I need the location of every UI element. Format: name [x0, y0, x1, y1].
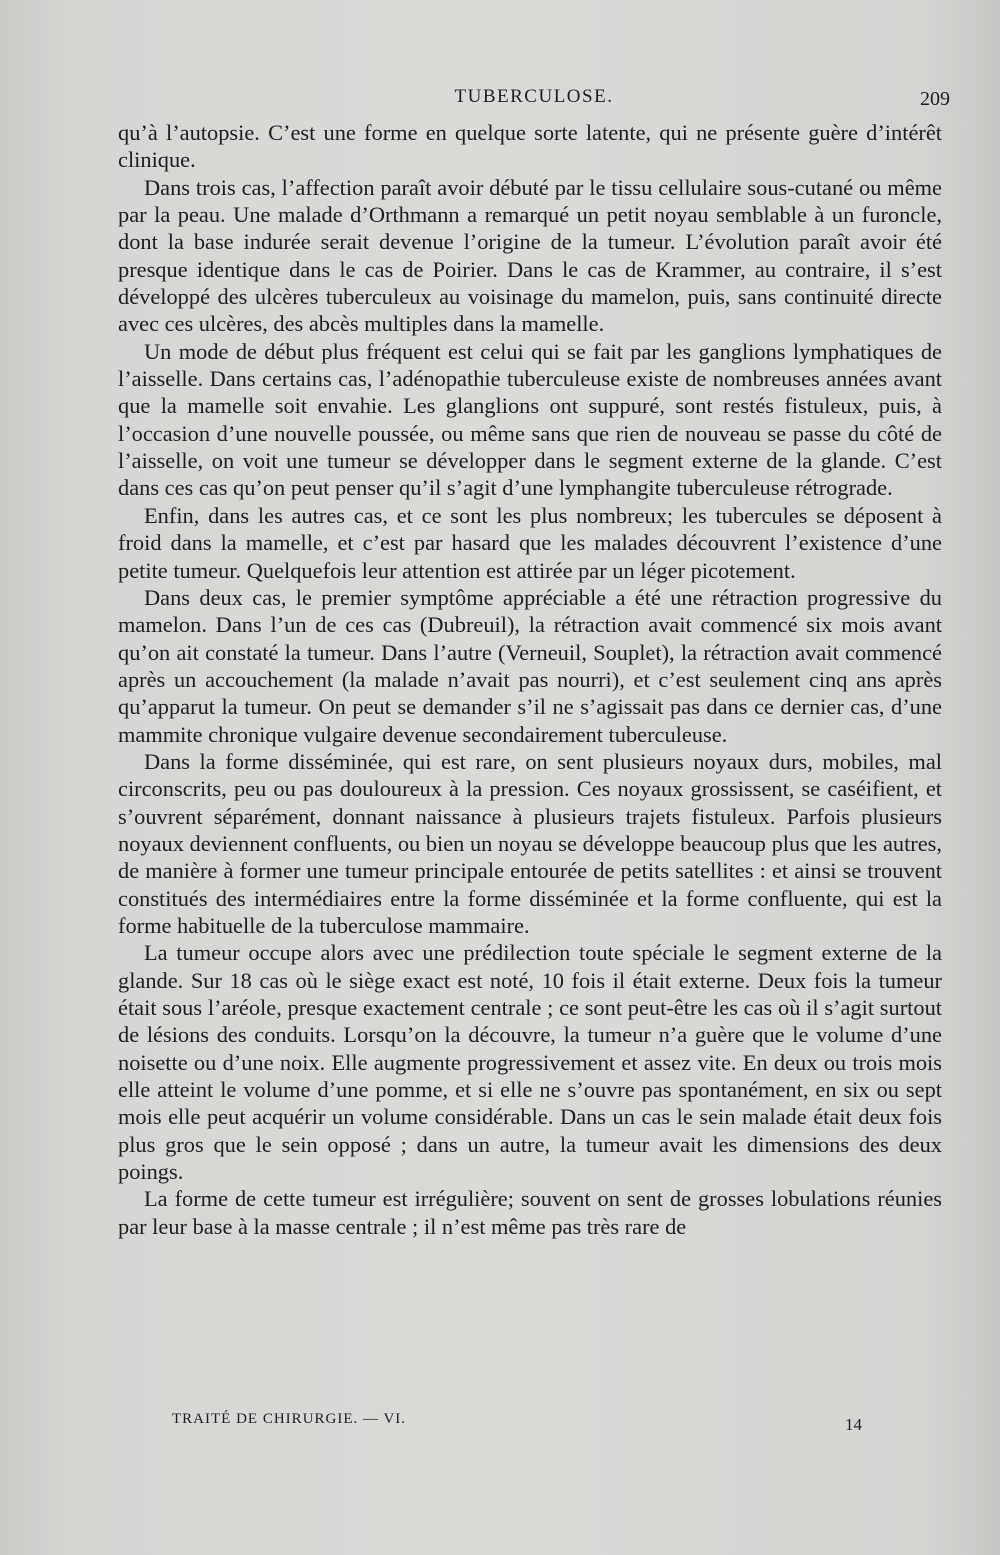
- paragraph: La forme de cette tumeur est irrégulière; souvent on sent de grosses lobulations réunies par leur base à la masse centrale ; il n’est même pas très rare de: [118, 1186, 942, 1239]
- paragraph-continued: qu’à l’autopsie. C’est une forme en quelque sorte latente, qui ne présente guère d’intérêt clinique.: [118, 120, 942, 173]
- paragraph: Dans trois cas, l’affection paraît avoir débuté par le tissu cellulaire sous-cutané ou même par la peau. Une malade d’Orthmann a remarqué un petit noyau semblable à un furoncle, dont la base indurée serait devenue l’origine de la tumeur. L’évolution paraît avoir été presque identique dans le cas de Poirier. Dans le cas de Krammer, au contraire, il s’est développé des ulcères tuberculeux au voisinage du mamelon, puis, sans continuité directe avec ces ulcères, des abcès multiples dans la mamelle.: [118, 174, 942, 337]
- running-title: TUBERCULOSE.: [454, 86, 614, 107]
- paragraph: Un mode de début plus fréquent est celui qui se fait par les ganglions lymphatiques de l’aisselle. Dans certains cas, l’adénopathie tuberculeuse existe de nombreuses années avant que la mamelle soit envahie. Les glanglions ont suppuré, sont restés fistuleux, puis, à l’occasion d’une nouvelle poussée, ou même sans que rien de nouveau se passe du côté de l’aisselle, on voit une tumeur se développer dans le segment externe de la glande. C’est dans ces cas qu’on peut penser qu’il s’agit d’une lymphangite tuberculeuse rétrograde.: [118, 338, 942, 501]
- running-head: [118, 86, 950, 116]
- paragraph: Dans la forme disséminée, qui est rare, on sent plusieurs noyaux durs, mobiles, mal circonscrits, peu ou pas douloureux à la pression. Ces noyaux grossissent, se caséifient, et s’ouvrent séparément, donnant naissance à plusieurs trajets fistuleux. Parfois plusieurs noyaux deviennent confluents, ou bien un noyau se développe beaucoup plus que les autres, de manière à former une tumeur principale entourée de petits satellites : et ainsi se trouvent constitués des intermédiaires entre la forme disséminée et la forme confluente, qui est la forme habituelle de la tuberculose mammaire.: [118, 748, 942, 938]
- signature: TRAITÉ DE CHIRURGIE. — VI.: [172, 1411, 407, 1427]
- paragraph: La tumeur occupe alors avec une prédilection toute spéciale le segment externe de la glande. Sur 18 cas où le siège exact est noté, 10 fois il était externe. Deux fois la tumeur était sous l’aréole, presque exactement centrale ; ce sont peut-être les cas où il s’agit surtout de lésions des conduits. Lorsqu’on la découvre, la tumeur n’a guère que le volume d’une noisette ou d’une noix. Elle augmente progressivement et assez vite. En deux ou trois mois elle atteint le volume d’une pomme, et si elle ne s’ouvre pas spontanément, en six ou sept mois elle peut acquérir un volume considérable. Dans un cas le sein malade était deux fois plus gros que le sein opposé ; dans un autre, la tumeur avait les dimensions des deux poings.: [118, 940, 942, 1185]
- paragraph: Dans deux cas, le premier symptôme appréciable a été une rétraction progressive du mamelon. Dans l’un de ces cas (Dubreuil), la rétraction avait commencé six mois avant qu’on ait constaté la tumeur. Dans l’autre (Verneuil, Souplet), la rétraction avait commencé après un accouchement (la malade n’avait pas nourri), et c’est seulement cinq ans après qu’apparut la tumeur. On peut se demander s’il ne s’agissait pas dans ce dernier cas, d’une mammite chronique vulgaire devenue secondairement tuberculeuse.: [118, 584, 942, 747]
- body-text: [118, 119, 942, 1240]
- signature-line: [172, 1411, 862, 1435]
- signature-mark: 14: [845, 1415, 862, 1434]
- paragraph: Enfin, dans les autres cas, et ce sont les plus nombreux; les tubercules se déposent à froid dans la mamelle, et c’est par hasard que les malades découvrent l’existence d’une petite tumeur. Quelquefois leur attention est attirée par un léger picotement.: [118, 502, 942, 583]
- page-number: 209: [920, 88, 950, 110]
